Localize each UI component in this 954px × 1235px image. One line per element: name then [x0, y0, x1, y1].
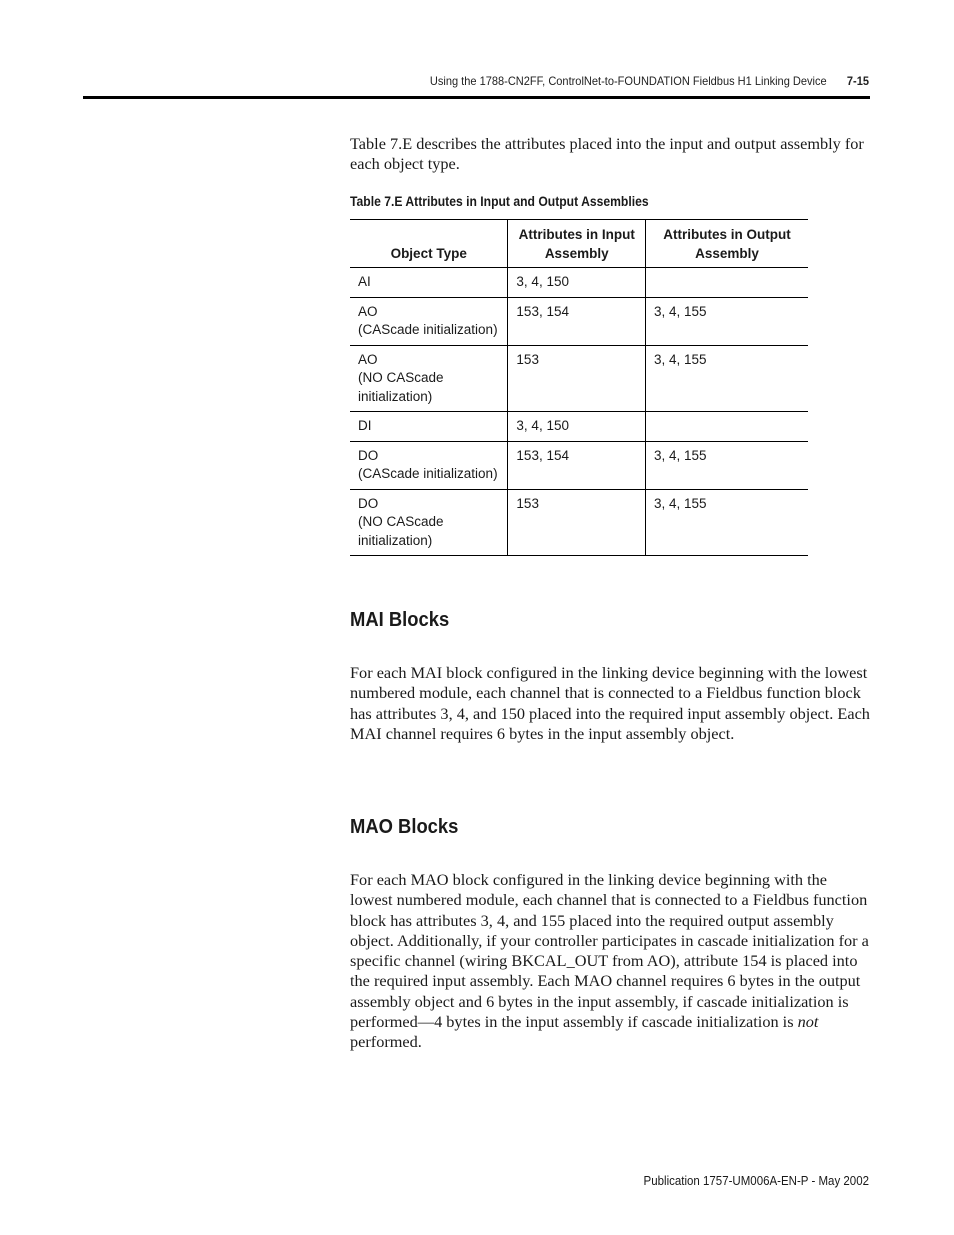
object-type: AO: [358, 351, 378, 367]
mao-emphasis: not: [797, 1012, 819, 1032]
table-row: [350, 297, 808, 345]
object-type-cell: [350, 345, 508, 412]
object-type-note: (CAScade initialization): [358, 322, 498, 337]
intro-paragraph: [350, 134, 870, 175]
object-type-cell: [350, 489, 508, 556]
header-object-type: Object Type: [350, 220, 508, 268]
table-header-row: [350, 220, 808, 268]
object-type-note: (NO CAScade initialization): [358, 514, 444, 548]
mai-paragraph: [350, 663, 870, 744]
table-row: [350, 345, 808, 412]
output-attributes: 3, 4, 155: [646, 297, 809, 345]
mao-heading: MAO Blocks: [350, 816, 459, 838]
table-row: [350, 268, 808, 298]
running-header: [70, 74, 869, 88]
object-type: DO: [358, 495, 379, 511]
table-row: [350, 489, 808, 556]
mai-text: For each MAI block configured in the linking device beginning with the lowest numbered module, each channel that is connected to a Fieldbus function block has attributes 3, 4, and 150 placed into the required input assembly object. Each MAI channel requires 6 bytes in the input assembly object.: [350, 663, 870, 743]
mao-paragraph: [350, 870, 870, 1053]
object-type-cell: [350, 297, 508, 345]
input-attributes: 153: [508, 489, 646, 556]
page-number: 7-15: [846, 74, 869, 88]
table-row: [350, 441, 808, 489]
object-type-cell: [350, 441, 508, 489]
object-type-cell: [350, 268, 508, 298]
output-attributes: 3, 4, 155: [646, 345, 809, 412]
intro-text: Table 7.E describes the attributes placed into the input and output assembly for each object type.: [350, 134, 864, 174]
mao-text-block: [350, 870, 870, 1053]
object-type: AI: [358, 274, 371, 289]
attributes-table: [350, 219, 808, 556]
input-attributes: 3, 4, 150: [508, 412, 646, 442]
object-type: DO: [358, 447, 379, 463]
object-type-note: (CAScade initialization): [358, 466, 498, 481]
object-type: AO: [358, 303, 378, 319]
table-caption: Table 7.E Attributes in Input and Output Assemblies: [350, 194, 649, 209]
running-title: Using the 1788-CN2FF, ControlNet-to-FOUNDATION Fieldbus H1 Linking Device: [429, 74, 827, 88]
input-attributes: 153, 154: [508, 441, 646, 489]
output-attributes: [646, 412, 809, 442]
output-attributes: 3, 4, 155: [646, 489, 809, 556]
object-type-note: (NO CAScade initialization): [358, 370, 444, 404]
header-input-assembly: Attributes in Input Assembly: [508, 220, 646, 268]
input-attributes: 153: [508, 345, 646, 412]
input-attributes: 3, 4, 150: [508, 268, 646, 298]
mao-text-end: performed.: [350, 1032, 422, 1052]
header-rule: [83, 96, 870, 99]
object-type-cell: [350, 412, 508, 442]
mai-heading: MAI Blocks: [350, 609, 450, 631]
object-type: DI: [358, 418, 372, 433]
mao-text: For each MAO block configured in the linking device beginning with the lowest numbered module, each channel that is connected to a Fieldbus function block has attributes 3, 4, and 155 placed into the required output assembly object. Additionally, if your controller participates in cascade initialization for a specific channel (wiring BKCAL_OUT from AO), attribute 154 is placed into the required input assembly. Each MAO channel requires 6 bytes in the output assembly object and 6 bytes in the input assembly, if cascade initialization is performed—4 bytes in the input assembly if cascade initialization is: [350, 870, 869, 1032]
output-attributes: 3, 4, 155: [646, 441, 809, 489]
input-attributes: 153, 154: [508, 297, 646, 345]
header-output-assembly: Attributes in Output Assembly: [646, 220, 809, 268]
publication-footer: Publication 1757-UM006A-EN-P - May 2002: [643, 1174, 869, 1188]
output-attributes: [646, 268, 809, 298]
table-row: [350, 412, 808, 442]
